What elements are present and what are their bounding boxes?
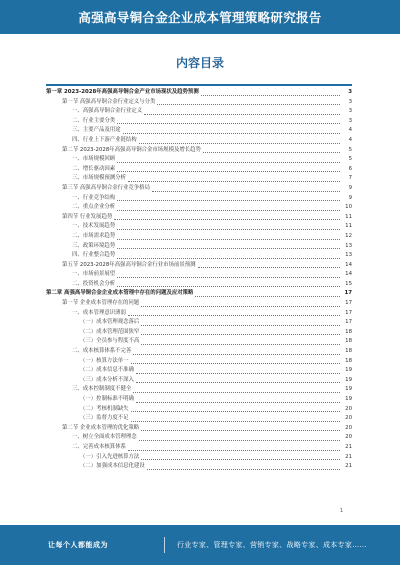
table-of-contents xyxy=(46,88,352,472)
page-number: 1 xyxy=(340,508,344,514)
toc-entry-page: 15 xyxy=(345,280,352,287)
toc-leader-dots xyxy=(128,450,340,451)
toc-entry-text: 第二节 2023-2028年高强高导铜合金市场规模及增长趋势 xyxy=(62,146,201,153)
toc-leader-dots xyxy=(141,325,340,326)
toc-entry-page: 11 xyxy=(345,223,352,230)
footer-banner xyxy=(0,525,400,565)
toc-leader-dots xyxy=(141,459,340,460)
toc-entry-page: 9 xyxy=(348,194,352,201)
toc-entry-page: 11 xyxy=(345,213,352,220)
toc-leader-dots xyxy=(131,411,340,412)
toc-entry-text: 二、完善成本核算体系 xyxy=(72,443,126,450)
toc-entry[interactable] xyxy=(46,366,352,376)
toc-entry-text: 二、重点企业分析 xyxy=(72,204,116,211)
toc-entry[interactable] xyxy=(46,280,352,290)
toc-entry-page: 13 xyxy=(345,242,352,249)
toc-leader-dots xyxy=(117,258,340,259)
toc-entry-page: 14 xyxy=(345,261,352,268)
toc-entry[interactable] xyxy=(46,222,352,232)
toc-entry-page: 18 xyxy=(345,328,352,335)
toc-entry-page: 18 xyxy=(345,348,352,355)
toc-entry-text: （三）成本分析不深入 xyxy=(80,376,134,383)
toc-leader-dots xyxy=(152,191,340,192)
toc-entry-text: 四、行业整合趋势 xyxy=(72,252,116,259)
toc-leader-dots xyxy=(141,306,340,307)
toc-leader-dots xyxy=(123,133,340,134)
toc-entry-page: 4 xyxy=(348,136,352,143)
toc-divider xyxy=(46,84,352,86)
toc-entry[interactable] xyxy=(46,309,352,319)
toc-entry[interactable] xyxy=(46,462,352,472)
toc-leader-dots xyxy=(201,95,340,96)
toc-leader-dots xyxy=(139,440,340,441)
toc-entry-page: 21 xyxy=(345,463,352,470)
toc-entry-text: 第一节 高强高导铜合金行业定义与分类 xyxy=(62,98,156,105)
toc-leader-dots xyxy=(117,248,340,249)
toc-entry-text: 一、成本管理意识薄弱 xyxy=(72,309,126,316)
toc-leader-dots xyxy=(128,181,340,182)
toc-entry[interactable] xyxy=(46,242,352,252)
toc-entry-text: 二、行业主要分类 xyxy=(72,117,116,124)
toc-entry[interactable] xyxy=(46,395,352,405)
toc-entry-text: （二）成本管理范围狭窄 xyxy=(80,328,140,335)
toc-leader-dots xyxy=(131,421,340,422)
toc-leader-dots xyxy=(198,267,340,268)
toc-leader-dots xyxy=(139,143,340,144)
toc-leader-dots xyxy=(117,286,340,287)
toc-entry[interactable] xyxy=(46,107,352,117)
toc-entry[interactable] xyxy=(46,184,352,194)
toc-entry-page: 20 xyxy=(345,405,352,412)
toc-entry-text: 二、增长驱动因素 xyxy=(72,165,116,172)
toc-entry[interactable] xyxy=(46,405,352,415)
toc-entry-page: 21 xyxy=(345,443,352,450)
toc-entry-text: 第一节 企业成本管理存在的问题 xyxy=(62,300,140,307)
toc-leader-dots xyxy=(131,363,340,364)
report-header xyxy=(0,0,400,34)
toc-entry-text: （三）全员参与程度不高 xyxy=(80,338,140,345)
toc-entry[interactable] xyxy=(46,357,352,367)
toc-entry-page: 18 xyxy=(345,357,352,364)
toc-entry[interactable] xyxy=(46,98,352,108)
toc-entry-page: 19 xyxy=(345,386,352,393)
toc-leader-dots xyxy=(203,152,340,153)
toc-entry[interactable] xyxy=(46,385,352,395)
toc-entry[interactable] xyxy=(46,347,352,357)
toc-entry-text: 四、行业上下游产业链结构 xyxy=(72,136,137,143)
toc-entry-text: （一）控制标准不明确 xyxy=(80,396,134,402)
toc-title: 内容目录 xyxy=(175,56,224,70)
report-title: 高强高导铜合金企业成本管理策略研究报告 xyxy=(78,10,322,25)
toc-entry[interactable] xyxy=(46,337,352,347)
toc-entry-page: 9 xyxy=(348,184,352,191)
toc-entry-page: 14 xyxy=(345,271,352,278)
toc-entry-text: （三）监督力度不足 xyxy=(80,415,129,422)
toc-entry[interactable] xyxy=(46,155,352,165)
toc-leader-dots xyxy=(133,392,340,393)
toc-entry[interactable] xyxy=(46,136,352,146)
toc-entry-page: 13 xyxy=(345,252,352,259)
toc-entry-page: 5 xyxy=(348,146,352,153)
toc-entry-text: 一、树立全面成本管理理念 xyxy=(72,434,137,441)
toc-entry-text: （二）考核机制缺失 xyxy=(80,405,129,412)
toc-leader-dots xyxy=(117,200,340,201)
toc-chapter-entry[interactable] xyxy=(46,88,352,98)
toc-chapter-entry[interactable] xyxy=(46,289,352,299)
toc-entry-page: 3 xyxy=(348,98,352,105)
toc-leader-dots xyxy=(117,171,340,172)
toc-leader-dots xyxy=(117,229,340,230)
toc-entry-text: 第二章 高强高导铜合金企业成本管理中存在的问题及应对策略 xyxy=(46,290,194,297)
toc-leader-dots xyxy=(117,123,340,124)
toc-entry-text: 三、成本控制制度不健全 xyxy=(72,386,132,393)
toc-entry-page: 3 xyxy=(348,89,352,95)
toc-entry-page: 17 xyxy=(345,309,352,316)
toc-entry-text: 第三节 高强高导铜合金行业竞争格局 xyxy=(62,184,150,191)
toc-entry[interactable] xyxy=(46,443,352,453)
toc-entry-text: 第一章 2023-2028年高强高导铜合金产业市场现状及趋势预测 xyxy=(46,89,199,95)
toc-entry-text: （一）核算方法单一 xyxy=(80,357,129,364)
toc-leader-dots xyxy=(117,210,340,211)
toc-entry-text: 一、行业竞争结构 xyxy=(72,194,116,201)
footer-divider xyxy=(164,537,165,553)
toc-entry[interactable] xyxy=(46,433,352,443)
toc-entry-page: 19 xyxy=(345,396,352,402)
footer-tagline: 行业专家、管理专家、营销专家、战略专家、成本专家…… xyxy=(177,541,367,549)
footer-slogan: 让每个人都能成为 xyxy=(48,541,108,549)
toc-entry[interactable] xyxy=(46,213,352,223)
toc-leader-dots xyxy=(114,219,340,220)
toc-entry-text: 二、成本核算体系不完善 xyxy=(72,348,132,355)
toc-leader-dots xyxy=(195,296,340,297)
toc-entry-page: 10 xyxy=(345,204,352,211)
toc-entry-text: （二）加强成本信息化建设 xyxy=(80,463,145,470)
toc-entry[interactable] xyxy=(46,424,352,434)
toc-entry-text: 二、市场需求趋势 xyxy=(72,232,116,239)
toc-entry-text: （一）成本管理观念落后 xyxy=(80,319,140,326)
toc-entry[interactable] xyxy=(46,299,352,309)
toc-entry-page: 19 xyxy=(345,376,352,383)
toc-leader-dots xyxy=(128,315,340,316)
toc-entry[interactable] xyxy=(46,414,352,424)
toc-entry-text: 三、主要产品及用途 xyxy=(72,127,121,134)
toc-entry-text: 二、投资机会分析 xyxy=(72,280,116,287)
toc-entry-text: 第二节 企业成本管理的优化策略 xyxy=(62,424,140,431)
toc-entry-page: 20 xyxy=(345,415,352,422)
toc-entry-text: （一）引入先进核算方法 xyxy=(80,453,140,460)
toc-entry[interactable] xyxy=(46,174,352,184)
toc-leader-dots xyxy=(141,430,340,431)
toc-entry-text: 三、市场规模预测分析 xyxy=(72,175,126,182)
toc-leader-dots xyxy=(136,402,340,403)
toc-entry[interactable] xyxy=(46,117,352,127)
toc-entry[interactable] xyxy=(46,146,352,156)
toc-entry-text: 三、政策环境趋势 xyxy=(72,242,116,249)
toc-entry-page: 3 xyxy=(348,108,352,115)
toc-entry-text: 一、技术发展趋势 xyxy=(72,223,116,230)
toc-entry-page: 20 xyxy=(345,424,352,431)
toc-entry-page: 19 xyxy=(345,367,352,374)
toc-leader-dots xyxy=(141,334,340,335)
toc-leader-dots xyxy=(141,344,340,345)
toc-entry[interactable] xyxy=(46,270,352,280)
toc-entry-page: 18 xyxy=(345,338,352,345)
toc-entry[interactable] xyxy=(46,328,352,338)
toc-entry[interactable] xyxy=(46,203,352,213)
toc-entry[interactable] xyxy=(46,194,352,204)
toc-entry[interactable] xyxy=(46,453,352,463)
toc-entry-page: 17 xyxy=(345,300,352,307)
toc-entry[interactable] xyxy=(46,232,352,242)
toc-entry-text: 第五节 2023-2028年高强高导铜合金行业市场前景预测 xyxy=(62,261,196,268)
toc-entry[interactable] xyxy=(46,126,352,136)
toc-leader-dots xyxy=(144,114,340,115)
toc-entry-page: 4 xyxy=(348,127,352,134)
toc-entry-page: 6 xyxy=(348,165,352,172)
toc-entry-page: 17 xyxy=(344,290,352,297)
toc-entry[interactable] xyxy=(46,261,352,271)
toc-leader-dots xyxy=(117,277,340,278)
toc-entry-page: 20 xyxy=(345,434,352,441)
toc-entry-page: 7 xyxy=(348,175,352,182)
toc-entry-text: 一、市场前景展望 xyxy=(72,271,116,278)
toc-leader-dots xyxy=(147,469,340,470)
toc-leader-dots xyxy=(133,354,340,355)
toc-entry[interactable] xyxy=(46,251,352,261)
toc-entry-page: 17 xyxy=(345,319,352,326)
toc-entry[interactable] xyxy=(46,318,352,328)
toc-entry[interactable] xyxy=(46,376,352,386)
toc-leader-dots xyxy=(117,239,340,240)
toc-entry-text: 第四节 行业发展趋势 xyxy=(62,213,113,220)
toc-entry-text: 一、高强高导铜合金行业定义 xyxy=(72,108,143,115)
toc-entry-page: 21 xyxy=(345,453,352,460)
toc-entry-page: 5 xyxy=(348,156,352,163)
toc-leader-dots xyxy=(136,382,340,383)
toc-leader-dots xyxy=(117,162,340,163)
toc-leader-dots xyxy=(136,373,340,374)
toc-entry-text: （二）成本信息不准确 xyxy=(80,367,134,374)
toc-leader-dots xyxy=(157,104,340,105)
toc-entry-page: 3 xyxy=(348,117,352,124)
toc-entry[interactable] xyxy=(46,165,352,175)
toc-entry-page: 12 xyxy=(345,232,352,239)
toc-entry-text: 一、市场规模回顾 xyxy=(72,156,116,163)
